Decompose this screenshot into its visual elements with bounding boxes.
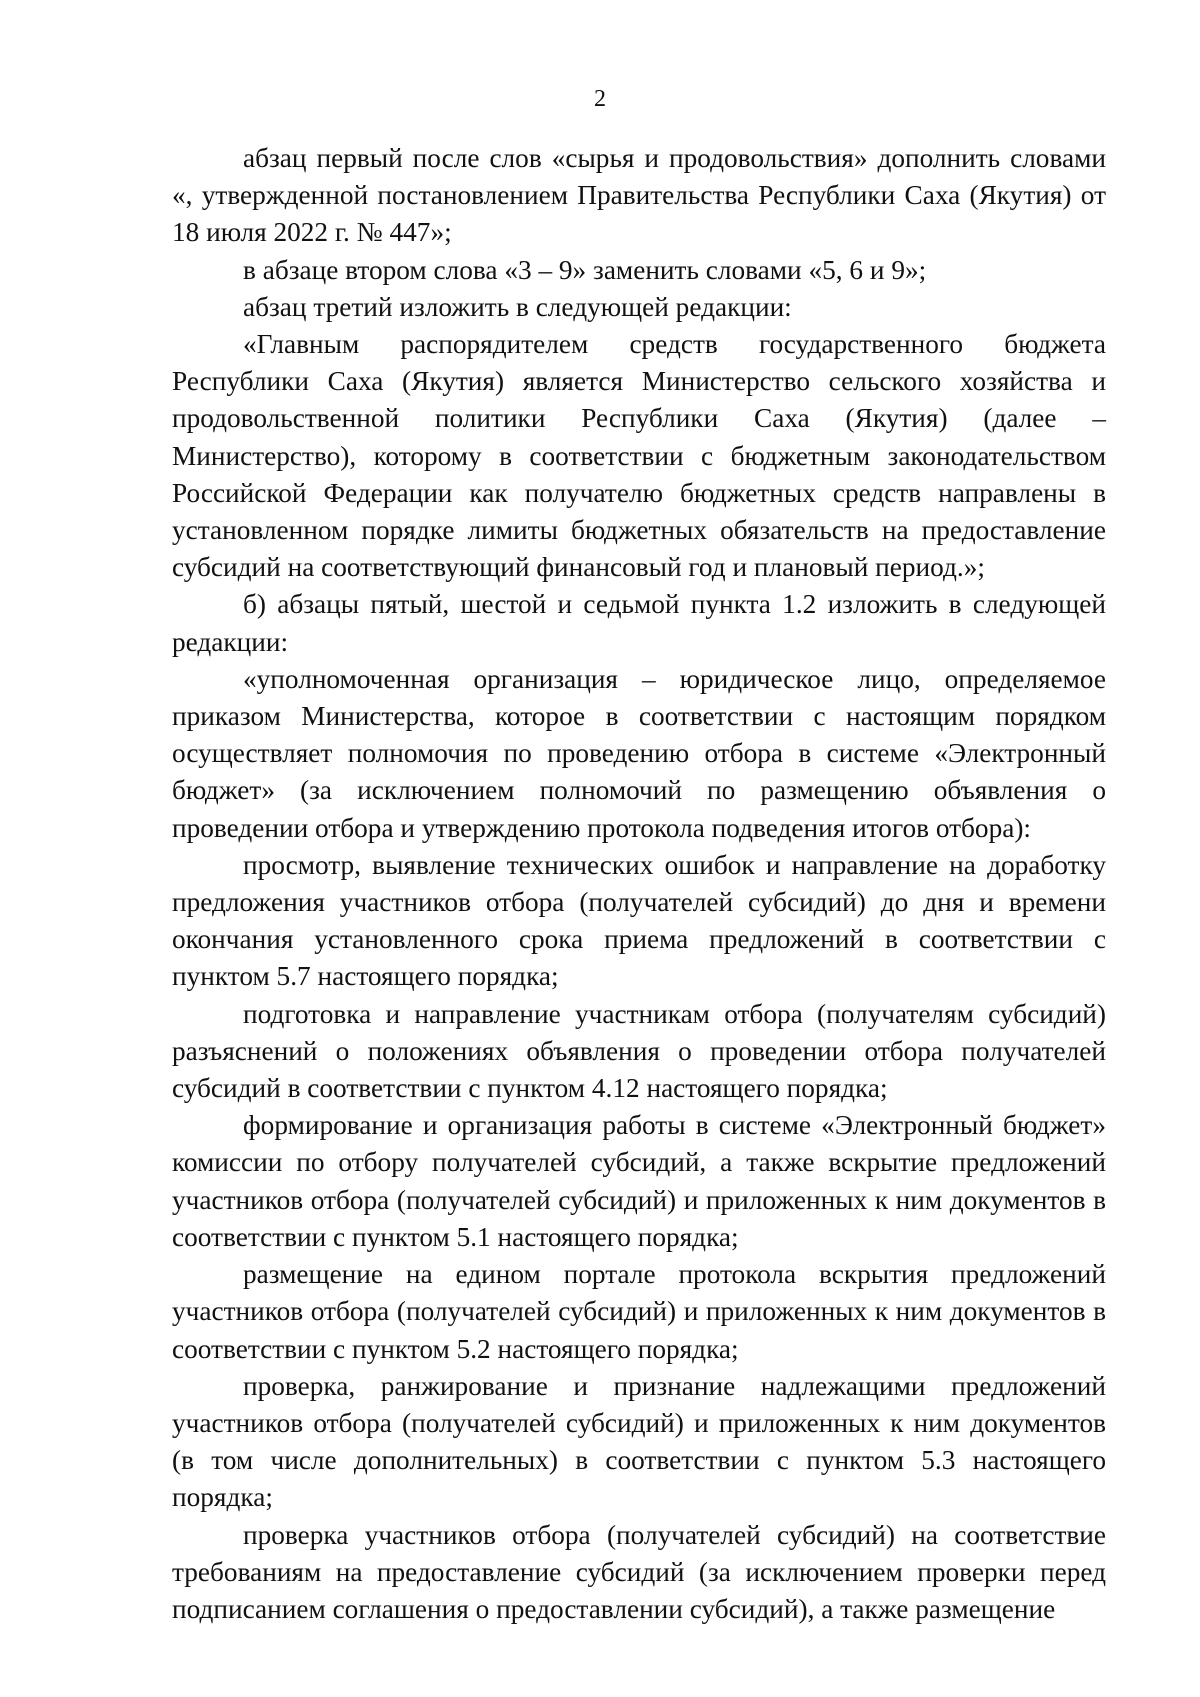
paragraph: проверка, ранжирование и признание надлежащими предложений участников отбора (получателей субсидий) и приложенных к ним документов (в том числе дополнительных) в соответствии с пунктом 5.3 настоящего порядка; [172,1370,1106,1513]
page-number: 2 [594,86,606,112]
paragraph: просмотр, выявление технических ошибок и направление на доработку предложения участников отбора (получателей субсидий) до дня и времени окончания установленного срока приема предложений в соответствии с пунктом 5.7 настоящего порядка; [172,849,1106,992]
paragraph: «уполномоченная организация – юридическое лицо, определяемое приказом Министерства, которое в соответствии с настоящим порядком осуществляет полномочия по проведению отбора в системе «Электронный бюджет» (за исключением полномочий по размещению объявления о проведении отбора и утверждению протокола подведения итогов отбора): [172,663,1106,843]
paragraph: формирование и организация работы в системе «Электронный бюджет» комиссии по отбору получателей субсидий, а также вскрытие предложений участников отбора (получателей субсидий) и приложенных к ним документов в соответствии с пунктом 5.1 настоящего порядка; [172,1110,1106,1252]
paragraph: подготовка и направление участникам отбора (получателям субсидий) разъяснений о положениях объявления о проведении отбора получателей субсидий в соответствии с пунктом 4.12 настоящего порядка; [172,998,1106,1104]
paragraph: б) абзацы пятый, шестой и седьмой пункта 1.2 изложить в следующей редакции: [172,589,1106,657]
paragraph: проверка участников отбора (получателей субсидий) на соответствие требованиям на предоставление субсидий (за исключением проверки перед подписанием соглашения о предоставлении субсидий), а также размещение [172,1519,1106,1624]
paragraph: «Главным распорядителем средств государственного бюджета Республики Саха (Якутия) является Министерство сельского хозяйства и продовольственной политики Республики Саха (Якутия) (далее – Министерство), которому в соответствии с бюджетным законодательством Российской Федерации как получателю бюджетных средств направлены в установленном порядке лимиты бюджетных обязательств на предоставление субсидий на соответствующий финансовый год и плановый период.»; [172,329,1106,583]
paragraph: в абзаце втором слова «3 – 9» заменить словами «5, 6 и 9»; [243,254,927,285]
paragraph: абзац первый после слов «сырья и продовольствия» дополнить словами «, утвержденной постановлением Правительства Республики Саха (Якутия) от 18 июля 2022 г. № 447»; [172,143,1106,248]
paragraph: абзац третий изложить в следующей редакции: [243,291,792,322]
document-body [172,140,1106,1628]
paragraph: размещение на едином портале протокола вскрытия предложений участников отбора (получателей субсидий) и приложенных к ним документов в соответствии с пунктом 5.2 настоящего порядка; [172,1259,1106,1364]
